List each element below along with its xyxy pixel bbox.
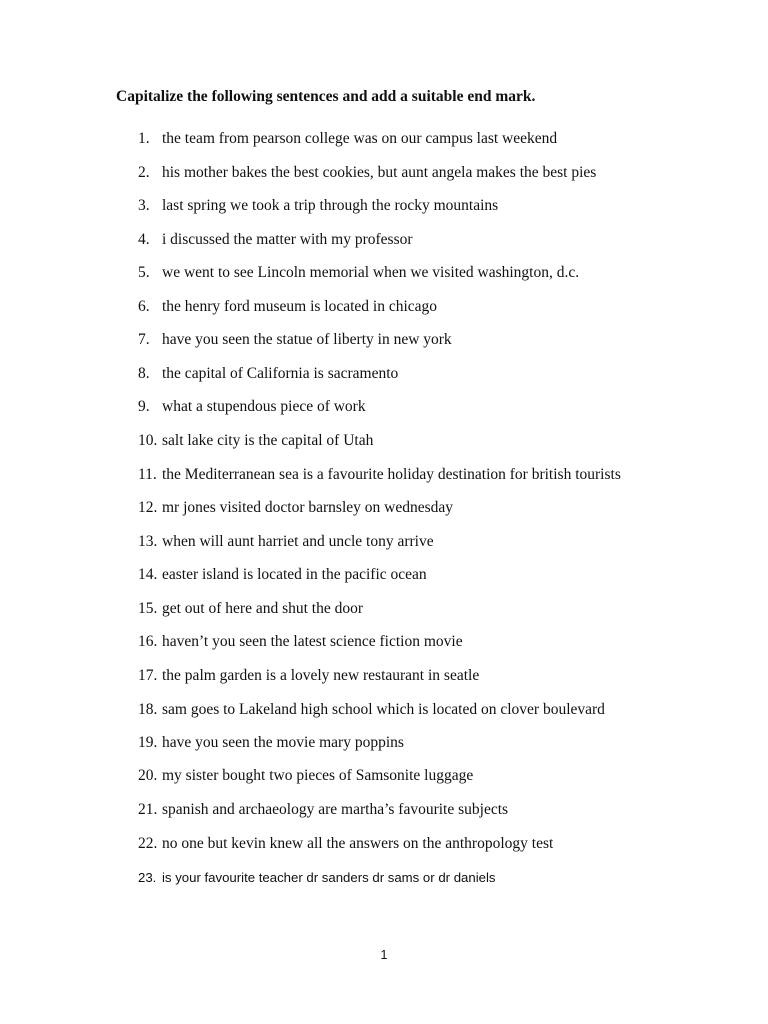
item-number: 17. [138, 667, 158, 684]
item-number: 14. [138, 566, 158, 583]
item-number: 8. [138, 365, 150, 382]
item-number: 2. [138, 164, 150, 181]
page-number: 1 [380, 948, 388, 962]
item-text: no one but kevin knew all the answers on the anthropology test [162, 835, 554, 852]
item-text: i discussed the matter with my professor [162, 231, 413, 248]
item-number: 20. [138, 767, 158, 784]
item-number: 10. [138, 432, 158, 449]
item-number: 15. [138, 600, 158, 617]
item-text: when will aunt harriet and uncle tony arrive [162, 533, 434, 550]
item-text: mr jones visited doctor barnsley on wednesday [162, 499, 453, 516]
item-text: have you seen the movie mary poppins [162, 734, 404, 751]
item-number: 21. [138, 801, 158, 818]
item-number: 11. [138, 466, 157, 483]
item-number: 16. [138, 633, 158, 650]
item-number: 7. [138, 331, 150, 348]
item-text: sam goes to Lakeland high school which is located on clover boulevard [162, 701, 605, 718]
item-number: 3. [138, 197, 150, 214]
item-text: what a stupendous piece of work [162, 398, 366, 415]
item-text: is your favourite teacher dr sanders dr sams or dr daniels [162, 870, 496, 885]
item-text: have you seen the statue of liberty in new york [162, 331, 452, 348]
item-text: the palm garden is a lovely new restaurant in seatle [162, 667, 480, 684]
item-text: his mother bakes the best cookies, but aunt angela makes the best pies [162, 164, 597, 181]
item-text: salt lake city is the capital of Utah [162, 432, 374, 449]
item-number: 5. [138, 264, 150, 281]
item-number: 23. [138, 870, 157, 885]
item-text: the capital of California is sacramento [162, 365, 399, 382]
item-text: easter island is located in the pacific ocean [162, 566, 427, 583]
item-text: the Mediterranean sea is a favourite holiday destination for british tourists [162, 466, 621, 483]
item-text: my sister bought two pieces of Samsonite luggage [162, 767, 474, 784]
item-text: haven’t you seen the latest science fiction movie [162, 633, 463, 650]
item-text: the henry ford museum is located in chicago [162, 298, 438, 315]
instructions-heading: Capitalize the following sentences and add a suitable end mark. [116, 88, 536, 105]
item-text: get out of here and shut the door [162, 600, 364, 617]
item-number: 4. [138, 231, 150, 248]
item-number: 12. [138, 499, 158, 516]
item-number: 6. [138, 298, 150, 315]
item-text: spanish and archaeology are martha’s favourite subjects [162, 801, 509, 818]
item-text: the team from pearson college was on our campus last weekend [162, 130, 558, 147]
item-text: last spring we took a trip through the rocky mountains [162, 197, 499, 214]
item-number: 18. [138, 701, 158, 718]
item-number: 22. [138, 835, 158, 852]
item-text: we went to see Lincoln memorial when we visited washington, d.c. [162, 264, 580, 281]
item-number: 19. [138, 734, 158, 751]
item-number: 9. [138, 398, 150, 415]
item-number: 1. [138, 130, 150, 147]
item-number: 13. [138, 533, 158, 550]
